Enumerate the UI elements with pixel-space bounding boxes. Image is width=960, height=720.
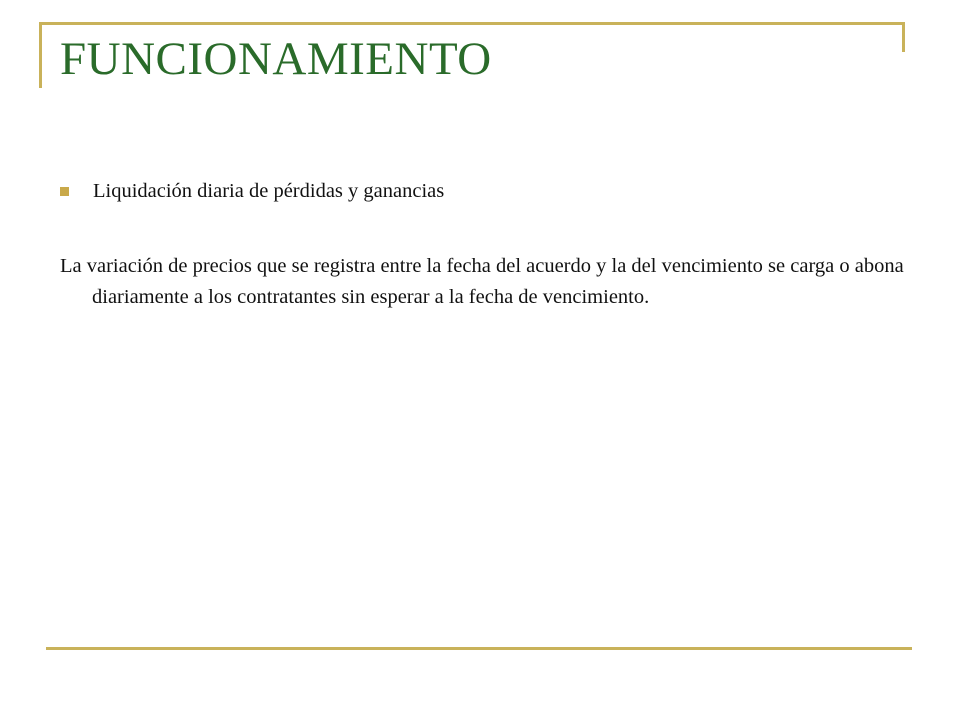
- frame-bottom-line: [46, 647, 912, 650]
- body-paragraph: La variación de precios que se registra entre la fecha del acuerdo y la del vencimiento se carga o abona diariamente a los contratantes sin esperar a la fecha de vencimiento.: [60, 255, 904, 308]
- square-bullet-icon: [60, 187, 69, 196]
- bullet-item: [60, 180, 900, 203]
- frame-left-line: [39, 22, 42, 88]
- bullet-text: Liquidación diaria de pérdidas y ganancias: [93, 180, 445, 202]
- slide-title: FUNCIONAMIENTO: [60, 33, 492, 85]
- frame-right-line: [902, 22, 905, 52]
- frame-top-line: [40, 22, 904, 25]
